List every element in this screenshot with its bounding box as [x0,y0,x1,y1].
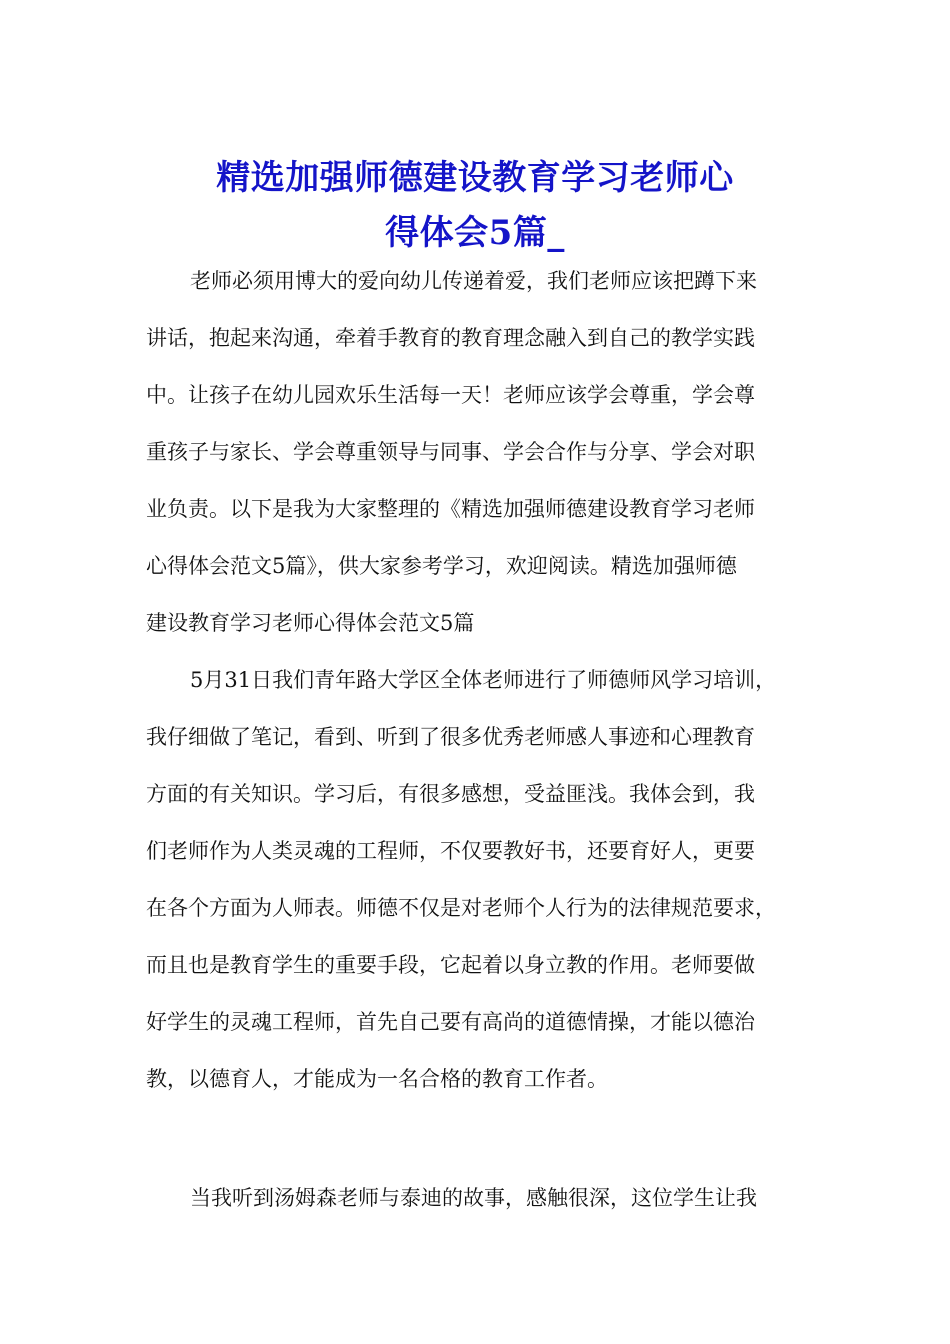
title-line-2: 得体会5篇_ [385,212,565,253]
paragraph-line: 在各个方面为人师表。师德不仅是对老师个人行为的法律规范要求， [146,896,776,920]
paragraph-line: 教，以德育人，才能成为一名合格的教育工作者。 [146,1067,608,1091]
paragraph-line: 建设教育学习老师心得体会范文5篇 [146,611,475,635]
paragraph-line: 好学生的灵魂工程师，首先自己要有高尚的道德情操，才能以德治 [146,1010,755,1034]
paragraph-line: 重孩子与家长、学会尊重领导与同事、学会合作与分享、学会对职 [146,440,755,464]
paragraph-line: 们老师作为人类灵魂的工程师，不仅要教好书，还要育好人，更要 [146,839,755,863]
document-title [146,151,804,261]
paragraph-line: 我仔细做了笔记，看到、听到了很多优秀老师感人事迹和心理教育 [146,725,755,749]
paragraph-training [146,652,816,1108]
paragraph-line: 而且也是教育学生的重要手段，它起着以身立教的作用。老师要做 [146,953,755,977]
paragraph-line: 老师必须用博大的爱向幼儿传递着爱，我们老师应该把蹲下来 [190,269,757,293]
paragraph-line: 5月31日我们青年路大学区全体老师进行了师德师风学习培训， [190,668,777,692]
paragraph-story [146,1170,816,1227]
paragraph-line: 讲话，抱起来沟通，牵着手教育的教育理念融入到自己的教学实践 [146,326,755,350]
paragraph-line: 中。让孩子在幼儿园欢乐生活每一天！老师应该学会尊重，学会尊 [146,383,755,407]
paragraph-intro [146,253,816,652]
paragraph-line: 方面的有关知识。学习后，有很多感想，受益匪浅。我体会到，我 [146,782,755,806]
title-line-1: 精选加强师德建设教育学习老师心 [216,157,734,198]
paragraph-line: 业负责。以下是我为大家整理的《精选加强师德建设教育学习老师 [146,497,755,521]
paragraph-line: 当我听到汤姆森老师与泰迪的故事，感触很深，这位学生让我 [190,1186,757,1210]
paragraph-line: 心得体会范文5篇》，供大家参考学习，欢迎阅读。精选加强师德 [146,554,737,578]
